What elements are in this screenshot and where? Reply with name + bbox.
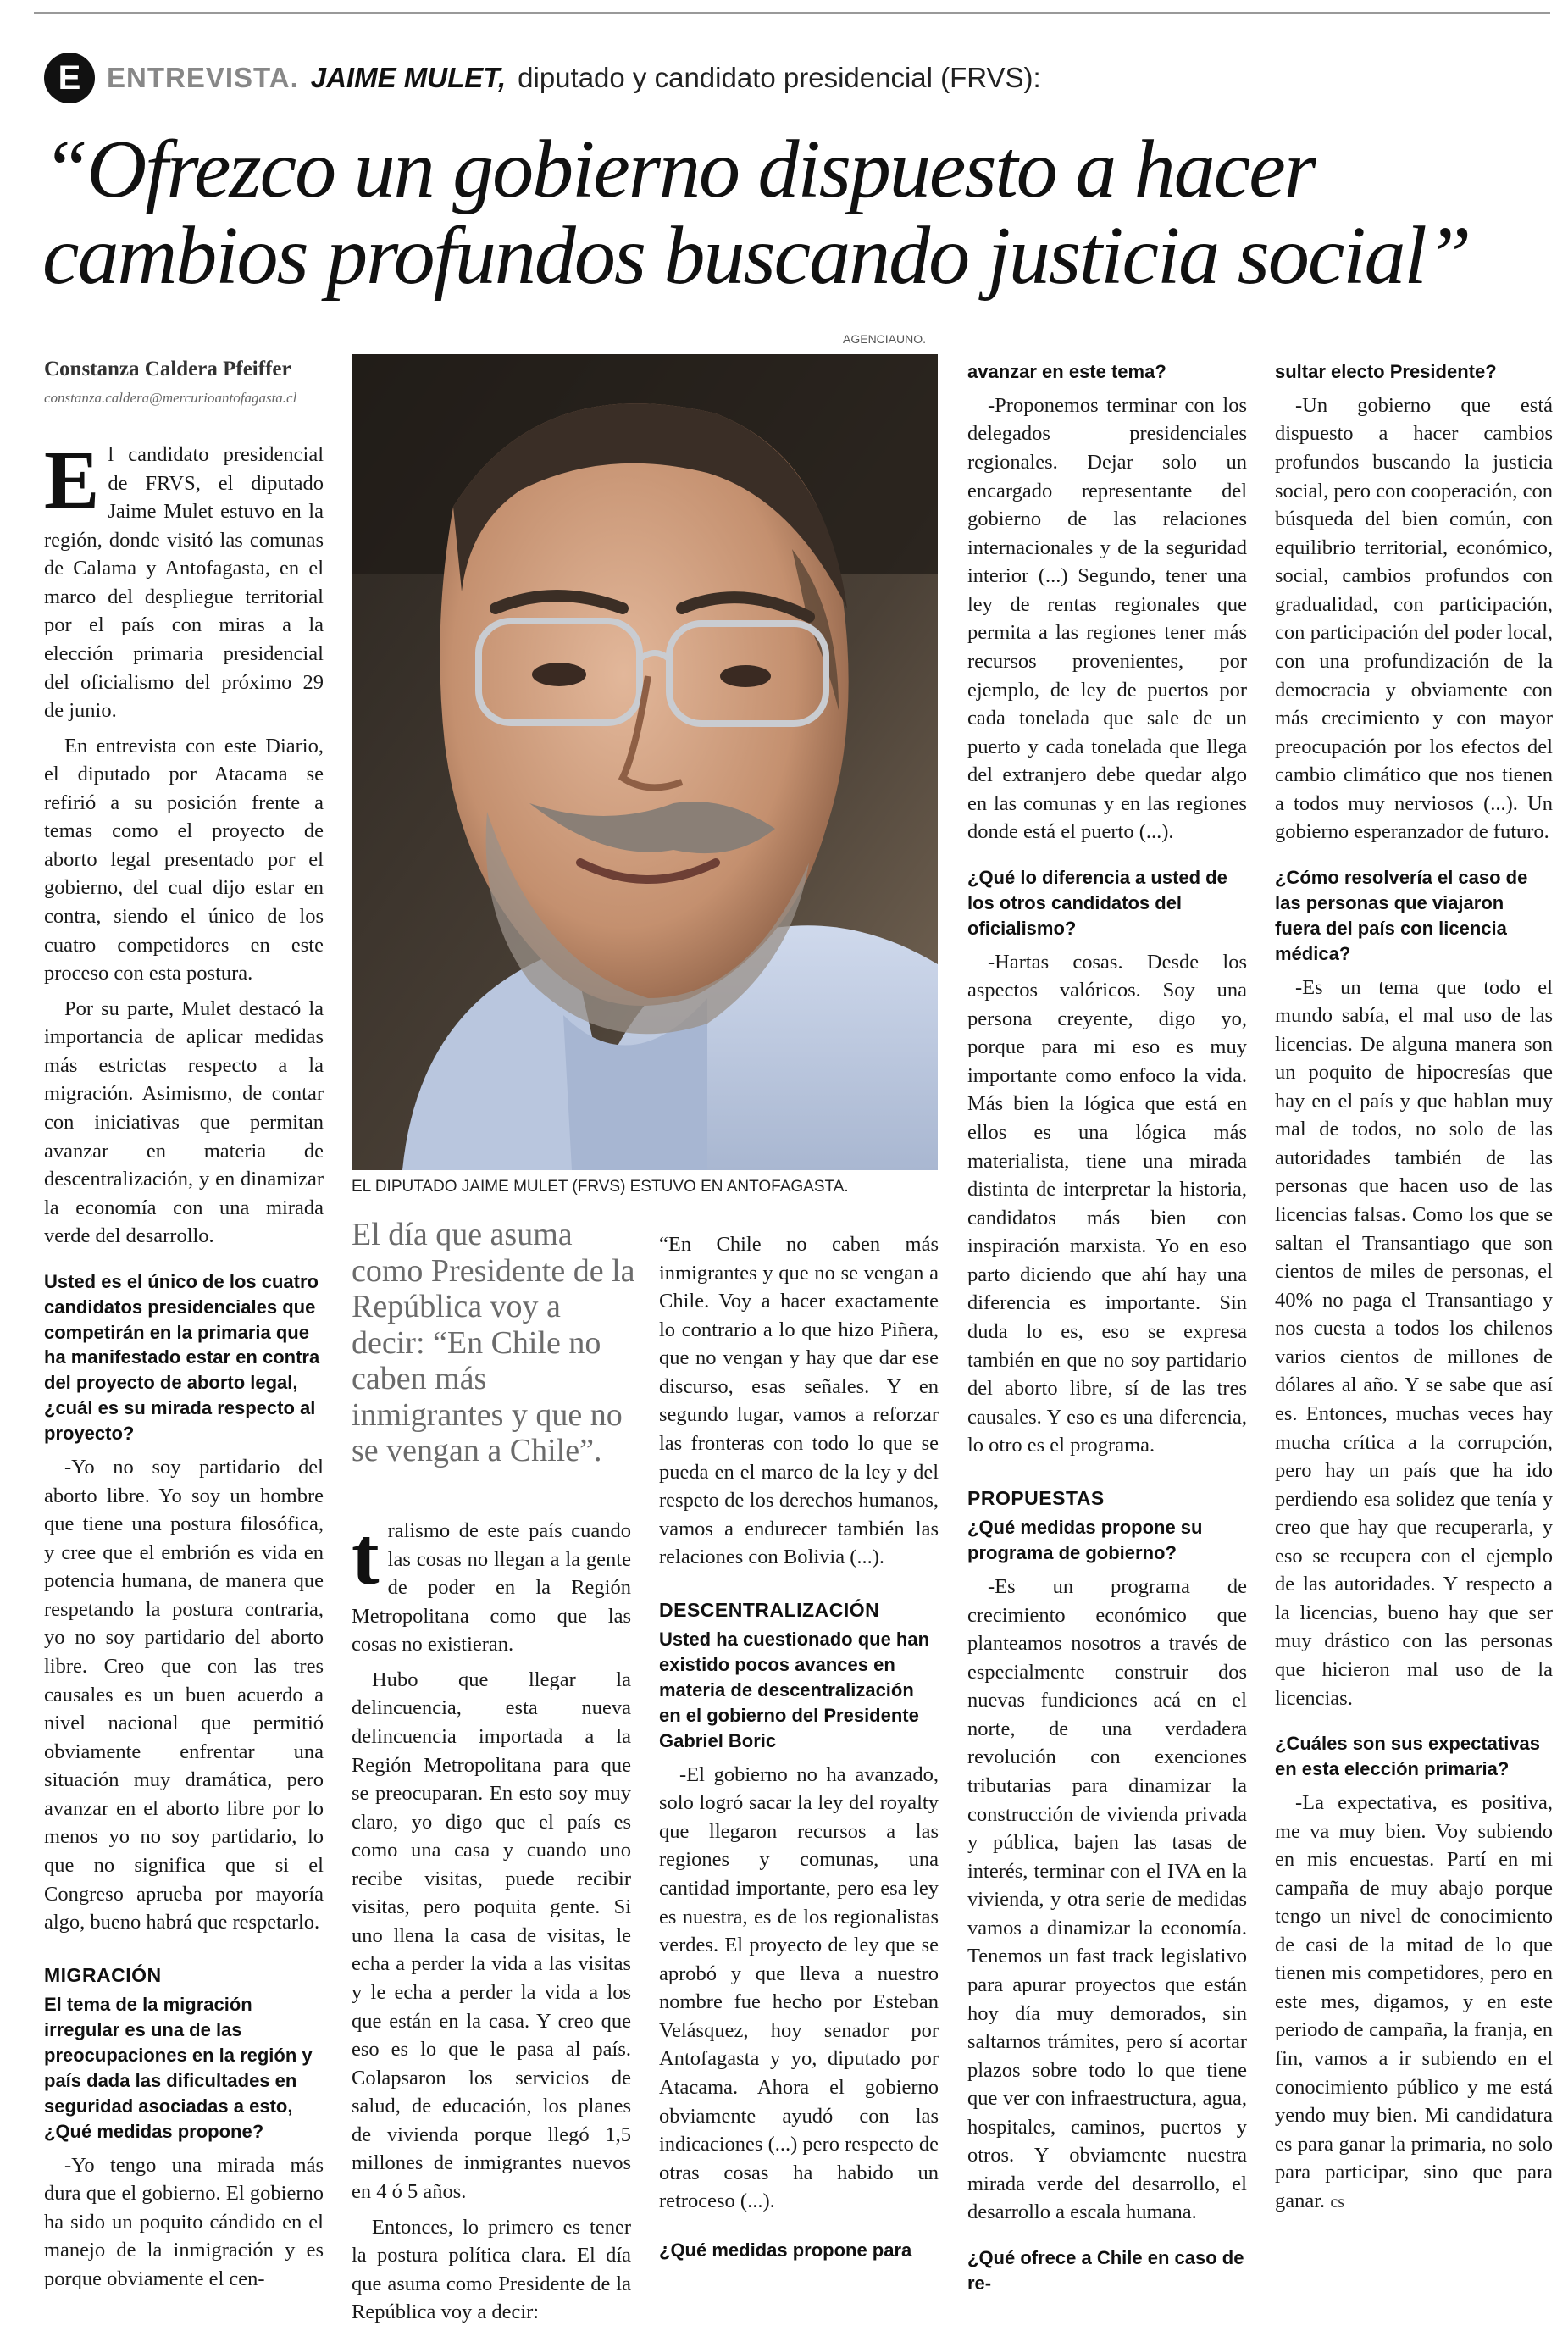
question-program: ¿Qué medidas propone su programa de gobierno? bbox=[967, 1517, 1203, 1564]
question-migration: El tema de la migración irregular es una de las preocupaciones en la región y país dada las dificultades en seguridad asociadas a esto, ¿Qué medidas propone? bbox=[44, 1994, 313, 2142]
photo-credit: AGENCIAUNO. bbox=[843, 332, 927, 346]
kicker-name: JAIME MULET, bbox=[310, 62, 507, 93]
question-abortion: Usted es el único de los cuatro candidatos presidenciales que competirán en la primaria que ha manifestado estar en contra del proyecto de aborto legal, ¿cuál es su mirada respecto al proyecto? bbox=[44, 1270, 320, 1445]
intro-paragraph-1: El candidato presidencial de FRVS, el diputado Jaime Mulet estuvo en la región, donde visitó las comunas de Calama y Antofagasta, en el marco del despliegue territorial por el país con miras a la elección primaria presidencial del oficialismo del próximo 29 de junio. bbox=[44, 435, 324, 723]
section-descentralizacion: DESCENTRALIZACIÓN bbox=[659, 1598, 880, 1621]
question-difference: ¿Qué lo diferencia a usted de los otros candidatos del oficialismo? bbox=[967, 866, 1227, 939]
answer-abortion: -Yo no soy partidario del aborto libre. Yo soy un hombre que tiene una postura filosófica, y cree que el embrión es vida en potencia humana, de manera que respetando la postura contraria, yo no soy partidario del aborto libre. Creo que con las tres causales es un buen acuerdo a nivel nacional que permitió obviamente enfrentar una situación muy dramática, pero avanzar en el aborto libre por lo menos yo no soy partidario, lo que no significa que si el Congreso aprueba por mayoría algo, bueno habrá que respetarlo. bbox=[44, 1456, 324, 1934]
end-mark: cs bbox=[1330, 2192, 1344, 2212]
answer-measures: -Proponemos terminar con los delegados presidenciales regionales. Dejar solo un encargado representante del gobierno de las relaciones internacionales y de la seguridad interior (...) Segundo, tener una ley de rentas regionales que permita a las regiones tener más recursos provenientes, por ejemplo, de ley de puertos por cada tonelada que sale de un puerto y cada tonelada que llega del extranjero debe quedar algo en las comunas y en las regiones donde está el puerto (...). bbox=[967, 393, 1247, 844]
answer-migration-start: -Yo tengo una mirada más dura que el gobierno. El gobierno ha sido un poquito cándido en el manejo de la inmigración y es porque obviamente el cen- bbox=[44, 2153, 324, 2290]
pull-quote: El día que asuma como Presidente de la República voy a decir: “En Chile no caben más inmigrantes y que no se vengan a Chile”. bbox=[352, 1217, 635, 1469]
headline-line-2: cambios profundos buscando justicia social” bbox=[42, 209, 1471, 302]
intro-paragraph-2: En entrevista con este Diario, el diputado por Atacama se refirió a su posición frente a temas como el proyecto de aborto legal presentado por el gobierno, del cual dijo estar en contra, siendo el único de los cuatro competidores en este proceso con esta postura. bbox=[44, 734, 324, 985]
section-propuestas: PROPUESTAS bbox=[967, 1486, 1105, 1509]
answer-difference: -Hartas cosas. Desde los aspectos valóricos. Soy una persona creyente, digo yo, porque para mi eso es muy importante como enfoco la vida. Más bien la lógica que está en ellos es una lógica más materialista, tiene una mirada distinta de interpretar la historia, candidatos más bien con inspiración marxista. Yo en eso parto diciendo que ahí hay una diferencia es importante. Sin duda lo es, eso se expresa también en que no soy partidario del aborto libre, sí de las tres causales. Y eso es una diferencia, lo otro es el programa. bbox=[967, 950, 1247, 1457]
intro-paragraph-3: Por su parte, Mulet destacó la importancia de aplicar medidas más estrictas respecto a la migración. Asimismo, de contar con iniciativas que permitan avanzar en materia de descentralización, y en dinamizar la economía con una mirada verde del desarrollo. bbox=[44, 996, 324, 1248]
column-1 bbox=[44, 435, 324, 2300]
top-rule bbox=[34, 12, 1550, 14]
question-decentralization: Usted ha cuestionado que han existido pocos avances en materia de descentralización en el gobierno del Presidente Gabriel Boric bbox=[659, 1629, 930, 1751]
byline-author: Constanza Caldera Pfeiffer bbox=[44, 358, 291, 380]
byline-email: constanza.caldera@mercurioantofagasta.cl bbox=[44, 390, 297, 406]
question-expectations: ¿Cuáles son sus expectativas en esta elección primaria? bbox=[1275, 1733, 1541, 1780]
answer-decentralization: -El gobierno no ha avanzado, solo logró sacar la ley del royalty que llegaron recursos a las regiones y comunas, una cantidad importante, pero esa ley es nuestra, es de los regionalistas verdes. El proyecto de ley que se aprobó y que lleva a nuestro nombre fue hecho por Esteban Velásquez, hoy senador por Antofagasta y yo, diputado por Atacama. Ahora el gobierno obviamente ayudó con las indicaciones (...) pero respecto de otras cosas ha habido un retroceso (...). bbox=[659, 1762, 939, 2213]
question-measures-start: ¿Qué medidas propone para bbox=[659, 2239, 912, 2261]
portrait-photo bbox=[352, 354, 938, 1170]
portrait-illustration bbox=[352, 354, 938, 1170]
question-measures-end: avanzar en este tema? bbox=[967, 361, 1166, 382]
answer-migration-cont-1: tralismo de este país cuando las cosas no llegan a la gente de poder en la Región Metropolitana como que las cosas no existieran. bbox=[352, 1511, 631, 1657]
headline-line-1: “Ofrezco un gobierno dispuesto a hacer bbox=[42, 124, 1315, 215]
kicker bbox=[44, 53, 1041, 103]
answer-program: -Es un programa de crecimiento económico que planteamos nosotros a través de especialmente construir dos nuevas fundiciones acá en el norte, de una verdadera revolución con exenciones tributarias para dinamizar la construcción de vivienda privada y pública, bajen las tasas de interés, terminar con el IVA en la vivienda, y otra serie de medidas vamos a dinamizar la economía. Tenemos un fast track legislativo para apurar proyectos que están hoy día muy demorados, sin saltarnos trámites, pero sí acortar plazos sobre todo lo que tiene que ver con infraestructura, agua, hospitales, caminos, puertos y otros. Y obviamente nuestra mirada verde del desarrollo, el desarrollo a escala humana. bbox=[967, 1575, 1247, 2224]
answer-migration-cont-4: “En Chile no caben más inmigrantes y que no se vengan a Chile. Voy a hacer exactamente lo contrario a lo que hizo Piñera, que no vengan y hay que dar ese discurso, esas señales. Y en segundo lugar, vamos a reforzar las fronteras con todo lo que se pueda en el marco de la ley y del respeto de los derechos humanos, vamos a endurecer también las relaciones con Bolivia (...). bbox=[659, 1233, 939, 1569]
question-offer-end: sultar electo Presidente? bbox=[1275, 361, 1497, 382]
column-3 bbox=[659, 1230, 939, 2270]
column-4 bbox=[967, 359, 1247, 2303]
answer-offer: -Un gobierno que está dispuesto a hacer cambios profundos buscando la justicia social, pero con cooperación, con búsqueda del bien común, con equilibrio territorial, económico, social, cambios profundos con gradualidad, con participación, con participación del poder local, con una profundización de la democracia y obviamente con más crecimiento y con mayor preocupación por los efectos del cambio climático que nos tienen a todos muy nerviosos (...). Un gobierno esperanzador de futuro. bbox=[1275, 393, 1553, 844]
question-offer-start: ¿Qué ofrece a Chile en caso de re- bbox=[967, 2247, 1244, 2294]
photo-caption: EL DIPUTADO JAIME MULET (FRVS) ESTUVO EN ANTOFAGASTA. bbox=[352, 1178, 849, 1196]
kicker-label: ENTREVISTA. bbox=[107, 62, 299, 93]
answer-migration-cont-2: Hubo que llegar la delincuencia, esta nueva delincuencia importada a la Región Metropolitana para que se preocuparan. En esto soy muy claro, yo digo que el país es como una casa y cuando uno recibe visitas, puede recibir visitas, pero poquita gente. Si uno llena la casa de visitas, le echa a perder la vida a las visitas y le echa a perder la vida a los que están en la casa. Y creo que eso es lo que le pasa al país. Colapsaron los servicios de salud, de educación, los planes de vivienda porque llegó 1,5 millones de inmigrantes nuevos en 4 ó 5 años. bbox=[352, 1668, 631, 2203]
kicker-description: diputado y candidato presidencial (FRVS): bbox=[518, 62, 1041, 93]
headline bbox=[42, 124, 1550, 302]
answer-migration-cont-3: Entonces, lo primero es tener la postura política clara. El día que asuma como Presidente de la República voy a decir: bbox=[352, 2215, 631, 2324]
question-medical-leave: ¿Cómo resolvería el caso de las personas que viajaron fuera del país con licencia médica? bbox=[1275, 866, 1528, 964]
answer-expectations bbox=[1275, 1789, 1553, 2215]
column-5 bbox=[1275, 359, 1553, 2222]
column-2 bbox=[352, 1511, 631, 2334]
answer-expectations-text: -La expectativa, es positiva, me va muy bien. Voy subiendo en mis encuestas. Partí en mi campaña de muy abajo porque tengo un nivel de conocimiento de casi de la mitad de lo que tienen mis competidores, pero en este mes, digamos, y en este periodo de campaña, la franja, en fin, vamos a ir subiendo en el conocimiento público y me está yendo muy bien. Mi candidatura es para ganar la primaria, no solo para participar, sino que para ganar. bbox=[1275, 1790, 1553, 2212]
section-migracion: MIGRACIÓN bbox=[44, 1963, 162, 1986]
section-badge: E bbox=[44, 53, 95, 103]
answer-medical-leave: -Es un tema que todo el mundo sabía, el mal uso de las licencias. De alguna manera son un poquito de hipocresías que hay en el país y que hablan muy mal de todos, no solo de las autoridades también de las personas que hacen uso de las licencias falsas. Como los que se saltan el Transantiago que son cientos de miles de personas, el 40% no paga el Transantiago y nos cuesta a todos los chilenos varios cientos de millones de dólares al año. Y se sabe que así es. Entonces, muchas veces hay mucha crítica a la corrupción, pero hay un país que ha ido perdiendo esa solidez que tenía y creo que hay que recuperarla, y eso se recupera con el ejemplo de las autoridades. Y respecto a la licencias, bueno hay que ser muy drástico con las personas que hicieron mal uso de la licencias. bbox=[1275, 975, 1553, 1710]
